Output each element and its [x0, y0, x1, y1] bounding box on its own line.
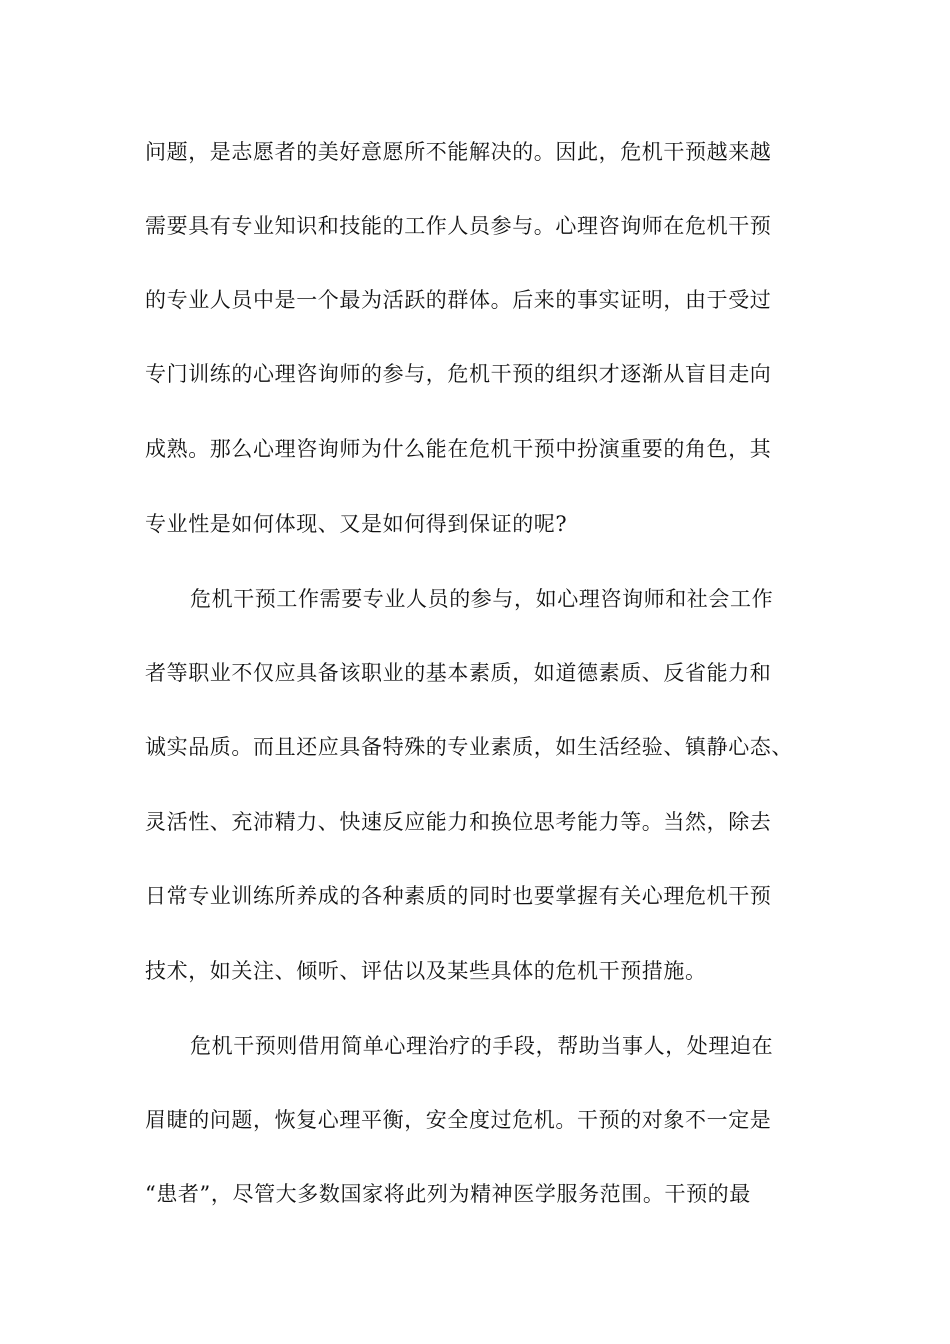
text-line: 的专业人员中是一个最为活跃的群体。后来的事实证明，由于受过 [145, 288, 772, 312]
paragraph-first-line: 危机干预则借用简单心理治疗的手段，帮助当事人，处理迫在 [190, 1034, 774, 1058]
text-line: 者等职业不仅应具备该职业的基本素质，如道德素质、反省能力和 [145, 661, 772, 685]
paragraph-first-line: 危机干预工作需要专业人员的参与，如心理咨询师和社会工作 [190, 587, 774, 611]
text-line: 灵活性、充沛精力、快速反应能力和换位思考能力等。当然，除去 [145, 810, 772, 834]
text-line: 眉睫的问题，恢复心理平衡，安全度过危机。干预的对象不一定是 [145, 1108, 772, 1132]
text-line: 成熟。那么心理咨询师为什么能在危机干预中扮演重要的角色，其 [145, 437, 772, 461]
text-line: 诚实品质。而且还应具备特殊的专业素质，如生活经验、镇静心态、 [145, 735, 793, 759]
text-line: 专门训练的心理咨询师的参与，危机干预的组织才逐渐从盲目走向 [145, 362, 772, 386]
text-line: 专业性是如何体现、又是如何得到保证的呢? [145, 512, 568, 536]
text-line: 日常专业训练所养成的各种素质的同时也要掌握有关心理危机干预 [145, 884, 772, 908]
text-line: 需要具有专业知识和技能的工作人员参与。心理咨询师在危机干预 [145, 214, 772, 238]
text-line: 技术，如关注、倾听、评估以及某些具体的危机干预措施。 [145, 959, 707, 983]
text-line: “患者”，尽管大多数国家将此列为精神医学服务范围。干预的最 [145, 1182, 751, 1206]
text-line: 问题，是志愿者的美好意愿所不能解决的。因此，危机干预越来越 [145, 140, 772, 164]
